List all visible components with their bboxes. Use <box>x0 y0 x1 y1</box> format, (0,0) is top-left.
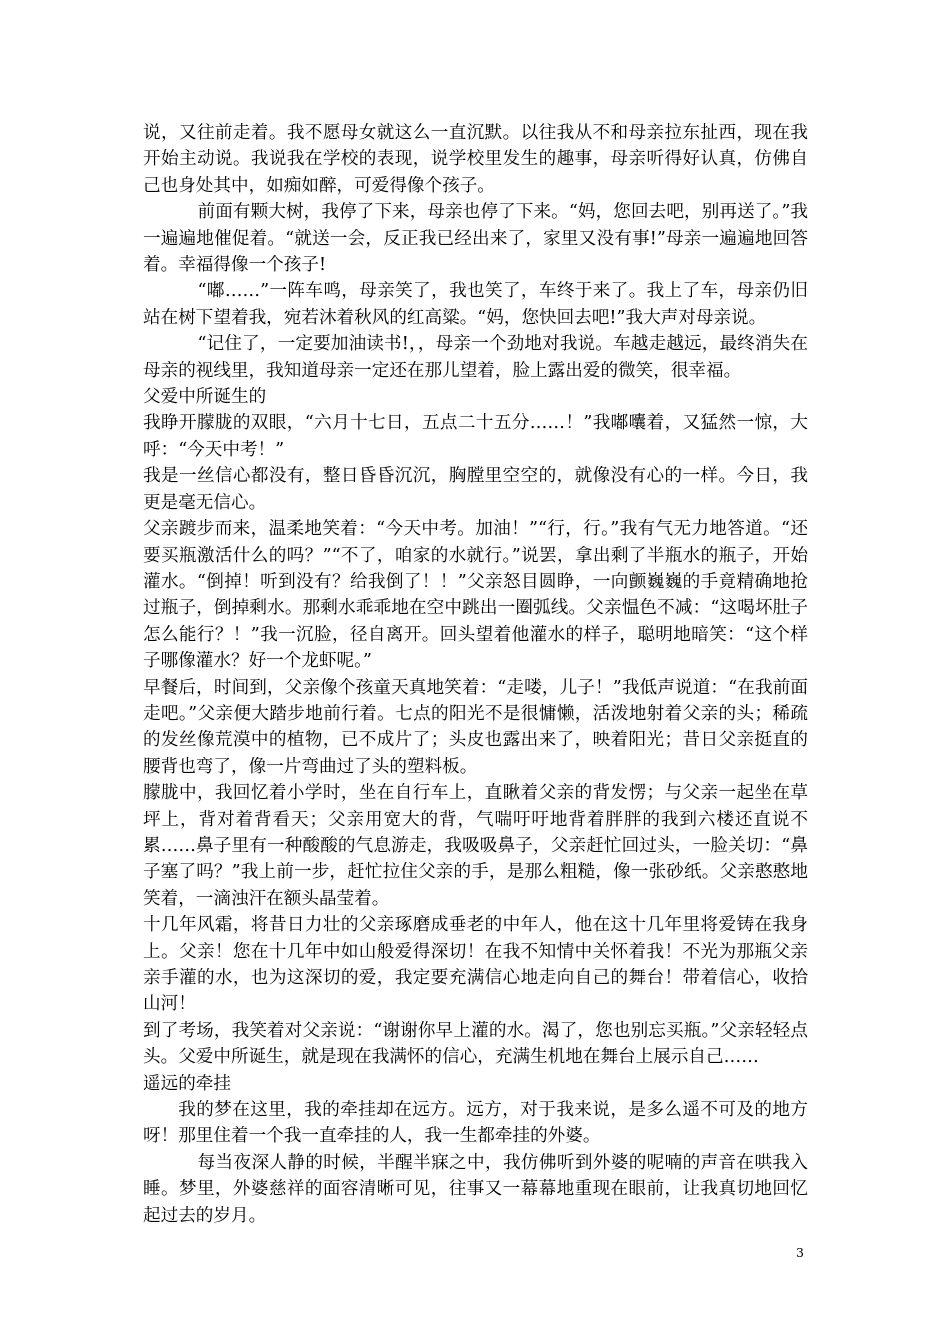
paragraph: 每当夜深人静的时候，半醒半寐之中，我仿佛听到外婆的呢喃的声音在哄我入睡。梦里，外婆慈祥的面容清晰可见，往事又一幕幕地重现在眼前，让我真切地回忆起过去的岁月。 <box>143 1152 808 1226</box>
paragraph: “嘟……”一阵车鸣，母亲笑了，我也笑了，车终于来了。我上了车，母亲仍旧站在树下望着我，宛若沐着秋风的红高粱。“妈，您快回去吧!”我大声对母亲说。 <box>143 281 808 328</box>
paragraph: 前面有颗大树，我停了下来，母亲也停了下来。“妈，您回去吧，别再送了。”我一遍遍地催促着。“就送一会，反正我已经出来了，家里又没有事!”母亲一遍遍地回答着。幸福得像一个孩子! <box>143 202 808 276</box>
paragraph: 我是一丝信心都没有，整日昏昏沉沉，胸膛里空空的，就像没有心的一样。今日，我更是毫无信心。 <box>143 466 808 513</box>
paragraph: 我的梦在这里，我的牵挂却在远方。远方，对于我来说，是多么遥不可及的地方呀！那里住着一个我一直牵挂的人，我一生都牵挂的外婆。 <box>143 1100 808 1147</box>
paragraph: 说，又往前走着。我不愿母女就这么一直沉默。以往我从不和母亲拉东扯西，现在我开始主动说。我说我在学校的表现，说学校里发生的趣事，母亲听得好认真，仿佛自己也身处其中，如痴如醉，可爱得像个孩子。 <box>143 123 808 196</box>
paragraph: 早餐后，时间到，父亲像个孩童天真地笑着：“走喽，儿子！”我低声说道：“在我前面走吧。”父亲便大踏步地前行着。七点的阳光不是很慵懒，活泼地射着父亲的头；稀疏的发丝像荒漠中的植物，已不成片了；头皮也露出来了，映着阳光；昔日父亲挺直的腰背也弯了，像一片弯曲过了头的塑料板。 <box>143 677 808 777</box>
section-heading: 遥远的牵挂 <box>143 1073 231 1094</box>
document-body <box>143 120 808 1229</box>
paragraph: 我睁开朦胧的双眼，“六月十七日，五点二十五分……！”我嘟囔着，又猛然一惊，大呼：“今天中考！” <box>143 413 808 460</box>
paragraph: 十几年风霜，将昔日力壮的父亲琢磨成垂老的中年人，他在这十几年里将爱铸在我身上。父亲！您在十几年中如山般爱得深切！在我不知情中关怀着我！不光为那瓶父亲亲手灌的水，也为这深切的爱，我定要充满信心地走向自己的舞台！带着信心，收拾山河！ <box>143 915 808 1015</box>
paragraph: 朦胧中，我回忆着小学时，坐在自行车上，直瞅着父亲的背发愣；与父亲一起坐在草坪上，背对着背看天；父亲用宽大的背，气喘吁吁地背着胖胖的我到六楼还直说不累……鼻子里有一种酸酸的气息游走，我吸吸鼻子，父亲赶忙回过头，一脸关切：“鼻子塞了吗？”我上前一步，赶忙拉住父亲的手，是那么粗糙，像一张砂纸。父亲憨憨地笑着，一滴浊汗在额头晶莹着。 <box>143 783 808 909</box>
section-heading: 父爱中所诞生的 <box>143 387 267 408</box>
paragraph: 父亲踱步而来，温柔地笑着：“今天中考。加油！”“行，行。”我有气无力地答道。“还要买瓶激活什么的吗？”“不了，咱家的水就行。”说罢，拿出剩了半瓶水的瓶子，开始灌水。“倒掉！听到没有？给我倒了！！”父亲怒目圆睁，一向颤巍巍的手竟精确地抢过瓶子，倒掉剩水。那剩水乖乖地在空中跳出一圈弧线。父亲愠色不减：“这喝坏肚子怎么能行？！”我一沉脸，径自离开。回头望着他灌水的样子，聪明地暗笑：“这个样子哪像灌水？好一个龙虾呢。” <box>143 519 808 672</box>
paragraph: “记住了，一定要加油读书!，，母亲一个劲地对我说。车越走越远，最终消失在母亲的视线里，我知道母亲一定还在那儿望着，脸上露出爱的微笑，很幸福。 <box>143 334 808 381</box>
paragraph: 到了考场，我笑着对父亲说：“谢谢你早上灌的水。渴了，您也别忘买瓶。”父亲轻轻点头。父爱中所诞生，就是现在我满怀的信心，充满生机地在舞台上展示自己…… <box>143 1020 808 1068</box>
page-number: 3 <box>796 1245 804 1260</box>
